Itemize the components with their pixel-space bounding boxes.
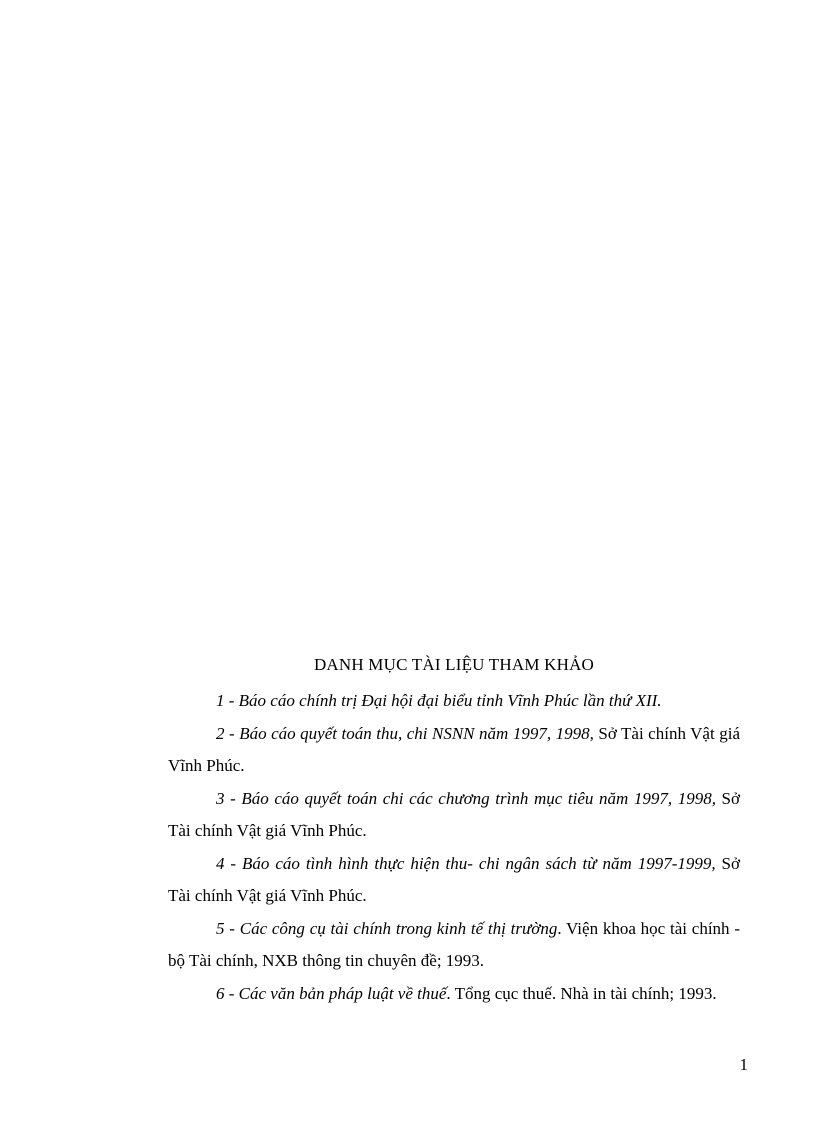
references-heading: DANH MỤC TÀI LIỆU THAM KHẢO (313, 655, 595, 674)
reference-item (168, 978, 740, 1011)
reference-source: . Tổng cục thuế. Nhà in tài chính; 1993. (446, 983, 717, 1003)
reference-source: Sở Tài chính Vật giá Vĩnh Phúc. (168, 853, 740, 905)
reference-item (168, 685, 740, 718)
reference-title: 5 - Các công cụ tài chính trong kinh tế thị trường (216, 918, 558, 938)
reference-title: 1 - Báo cáo chính trị Đại hội đại biểu tỉnh Vĩnh Phúc lần thứ XII. (216, 691, 662, 710)
reference-list (168, 685, 740, 1010)
reference-item (168, 718, 740, 783)
reference-source: Sở Tài chính Vật giá Vĩnh Phúc. (168, 723, 740, 775)
reference-title: 3 - Báo cáo quyết toán chi các chương trình mục tiêu năm 1997, 1998, (216, 788, 716, 808)
reference-title: 2 - Báo cáo quyết toán thu, chi NSNN năm 1997, 1998, (216, 723, 594, 743)
reference-item (168, 783, 740, 848)
reference-source: Sở Tài chính Vật giá Vĩnh Phúc. (168, 788, 740, 840)
reference-item (168, 913, 740, 978)
reference-title: 4 - Báo cáo tình hình thực hiện thu- chi ngân sách từ năm 1997-1999, (216, 853, 716, 873)
reference-item (168, 848, 740, 913)
reference-title: 6 - Các văn bản pháp luật về thuế (216, 983, 447, 1003)
page-number: 1 (739, 1055, 748, 1074)
reference-source: . Viện khoa học tài chính - bộ Tài chính, NXB thông tin chuyên đề; 1993. (168, 918, 740, 970)
